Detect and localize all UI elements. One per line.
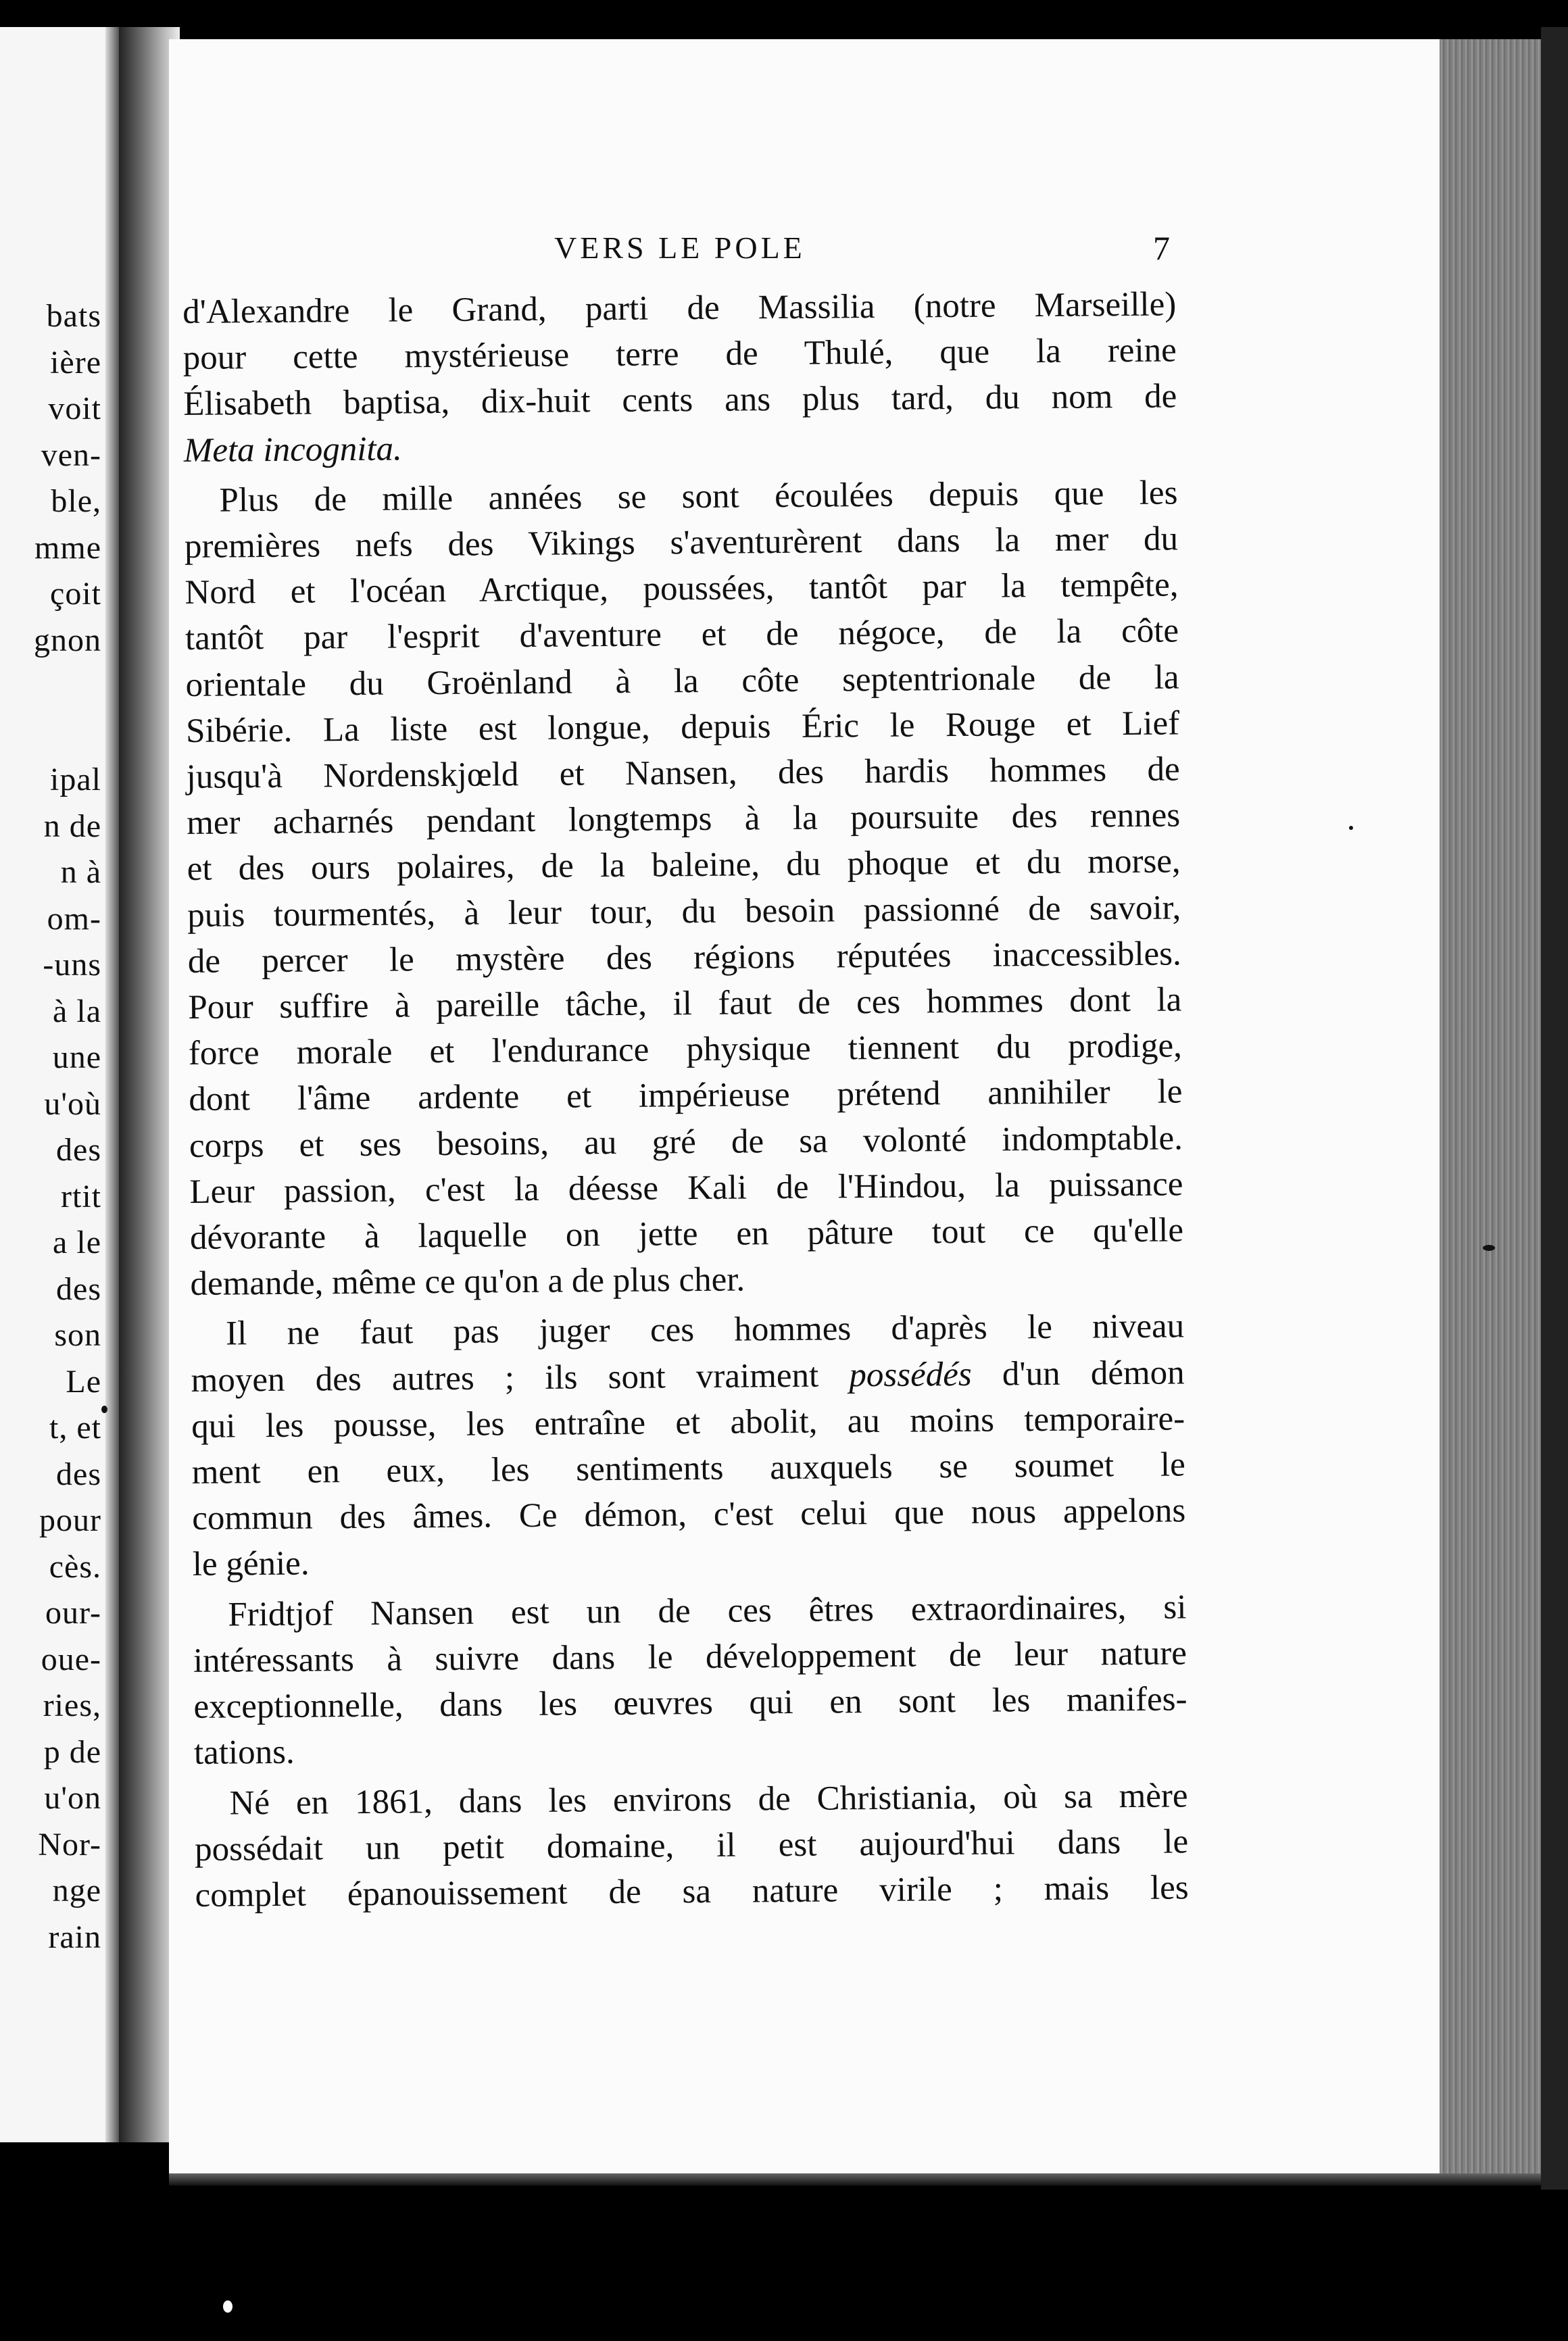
previous-page-line: our- [45, 1595, 101, 1631]
emphasis: Meta incognita. [183, 430, 403, 470]
scan-speck [223, 2300, 232, 2313]
previous-page-line: -uns [43, 947, 101, 983]
paragraph [184, 470, 1184, 1307]
scan-speck [1483, 1245, 1495, 1251]
previous-page-line: gnon [34, 622, 101, 658]
page-number: 7 [1153, 229, 1170, 267]
text-line: de percer le mystère des régions réputées inaccessibles. [187, 935, 1181, 981]
previous-page-line: son [54, 1317, 101, 1353]
text-line: ment en eux, les sentiments auxquels se soumet le [191, 1446, 1185, 1492]
text-line: exceptionnelle, dans les œuvres qui en sont les manifes- [193, 1680, 1187, 1727]
text-line: Il ne faut pas juger ces hommes d'après le niveau [225, 1307, 1185, 1354]
text-line: possédait un petit domaine, il est aujourd'hui dans le [194, 1823, 1189, 1869]
text-line: tantôt par l'esprit d'aventure et de négoce, de la côte [185, 612, 1179, 658]
previous-page-line: bats [46, 298, 101, 334]
scan-speck [101, 1406, 107, 1413]
previous-page-line: ven- [41, 437, 101, 473]
scan-speck [1349, 826, 1353, 830]
previous-page-line: ière [50, 344, 101, 380]
text-line [184, 420, 1177, 474]
text-line: pour cette mystérieuse terre de Thulé, que la reine [182, 331, 1177, 378]
page-bottom-shadow [169, 2173, 1541, 2186]
body-text [182, 281, 1189, 1919]
previous-page-line: ries, [43, 1687, 101, 1723]
text-line: premières nefs des Vikings s'aventurèrent dans la mer du [184, 520, 1179, 566]
previous-page-line: pour [39, 1502, 101, 1538]
text-line: orientale du Groënland à la côte septentrionale de la [185, 658, 1179, 704]
text-line: dont l'âme ardente et impérieuse prétend annihiler le [189, 1073, 1183, 1119]
previous-page-line: n de [43, 808, 101, 844]
previous-page-line: nge [52, 1873, 101, 1908]
previous-page-line: mme [34, 529, 101, 566]
previous-page-line: oue- [41, 1641, 101, 1677]
text-line: le génie. [192, 1545, 310, 1584]
previous-page-line: une [52, 1039, 101, 1075]
previous-page-line: voit [48, 391, 101, 426]
previous-page-line: ipal [50, 762, 101, 797]
running-head: VERS LE POLE [554, 230, 806, 265]
text-line: intéressants à suivre dans le développement de leur nature [193, 1634, 1187, 1680]
previous-page-line: t, et [49, 1410, 101, 1446]
previous-page-line: rtit [61, 1178, 101, 1214]
previous-page-line: çoit [50, 576, 101, 612]
previous-page-line: à la [53, 993, 101, 1029]
text-line: Nord et l'océan Arctique, poussées, tantôt par la tempête, [185, 566, 1179, 612]
text-line: corps et ses besoins, au gré de sa volonté indomptable. [189, 1119, 1183, 1165]
previous-page-line: n à [60, 854, 101, 890]
previous-page-line: Nor- [38, 1826, 101, 1863]
text-line: et des ours polaires, de la baleine, du phoque et du morse, [187, 842, 1181, 889]
previous-page-line: cès. [49, 1548, 101, 1585]
previous-page-line: u'on [44, 1780, 101, 1816]
text-line: Plus de mille années se sont écoulées depuis que les [219, 474, 1178, 520]
previous-page-edge [105, 27, 119, 2142]
previous-page-strip [0, 27, 119, 2142]
text-line: Sibérie. La liste est longue, depuis Éric le Rouge et Lief [185, 704, 1180, 750]
page-stack-edge [1440, 39, 1541, 2182]
text-line: Leur passion, c'est la déesse Kali de l'Hindou, la puissance [189, 1165, 1183, 1211]
paragraph [182, 281, 1177, 473]
text-line: commun des âmes. Ce démon, c'est celui que nous appelons [192, 1492, 1186, 1538]
paragraph [191, 1304, 1186, 1588]
text-line: Fridtjof Nansen est un de ces êtres extraordinaires, si [228, 1588, 1187, 1634]
previous-page-line: rain [48, 1919, 101, 1955]
text-line: dévorante à laquelle on jette en pâture tout ce qu'elle [189, 1211, 1184, 1258]
scan-border [1541, 27, 1568, 2190]
text-line: Né en 1861, dans les environs de Christiania, où sa mère [229, 1776, 1188, 1823]
text-line: puis tourmentés, à leur tour, du besoin passionné de savoir, [187, 889, 1181, 935]
previous-page-line [34, 664, 101, 757]
previous-page-line: Le [66, 1363, 101, 1400]
previous-page-line: des [56, 1271, 101, 1307]
text-line: Élisabeth baptisa, dix-huit cents ans plus tard, du nom de [183, 377, 1177, 424]
previous-page-line: des [56, 1456, 101, 1492]
previous-page-line: des [56, 1132, 101, 1168]
text-line: d'Alexandre le Grand, parti de Massilia (notre Marseille) [182, 285, 1177, 331]
text-line: qui les pousse, les entraîne et abolit, au moins temporaire- [191, 1400, 1185, 1446]
text-line: force morale et l'endurance physique tiennent du prodige, [188, 1027, 1183, 1073]
text-line: tations. [193, 1733, 295, 1773]
previous-page-line: om- [47, 900, 101, 937]
text-line: demande, même ce qu'on a de plus cher. [190, 1260, 745, 1304]
previous-page-line: a le [53, 1225, 101, 1260]
previous-page-line: p de [43, 1733, 101, 1770]
text-line: complet épanouissement de sa nature virile ; mais les [195, 1869, 1189, 1915]
previous-page-line: u'où [44, 1085, 101, 1122]
text-line: moyen des autres ; ils sont vraiment possédés d'un démon [191, 1354, 1185, 1400]
text-line: jusqu'à Nordenskjœld et Nansen, des hardis hommes de [186, 750, 1180, 797]
text-line: Pour suffire à pareille tâche, il faut de ces hommes dont la [188, 981, 1182, 1027]
emphasis: possédés [849, 1355, 972, 1394]
previous-page-line: ble, [51, 483, 101, 519]
text-line: mer acharnés pendant longtemps à la poursuite des rennes [186, 796, 1181, 843]
paragraph [193, 1584, 1187, 1776]
paragraph [194, 1773, 1189, 1919]
previous-page-text [34, 293, 101, 1961]
